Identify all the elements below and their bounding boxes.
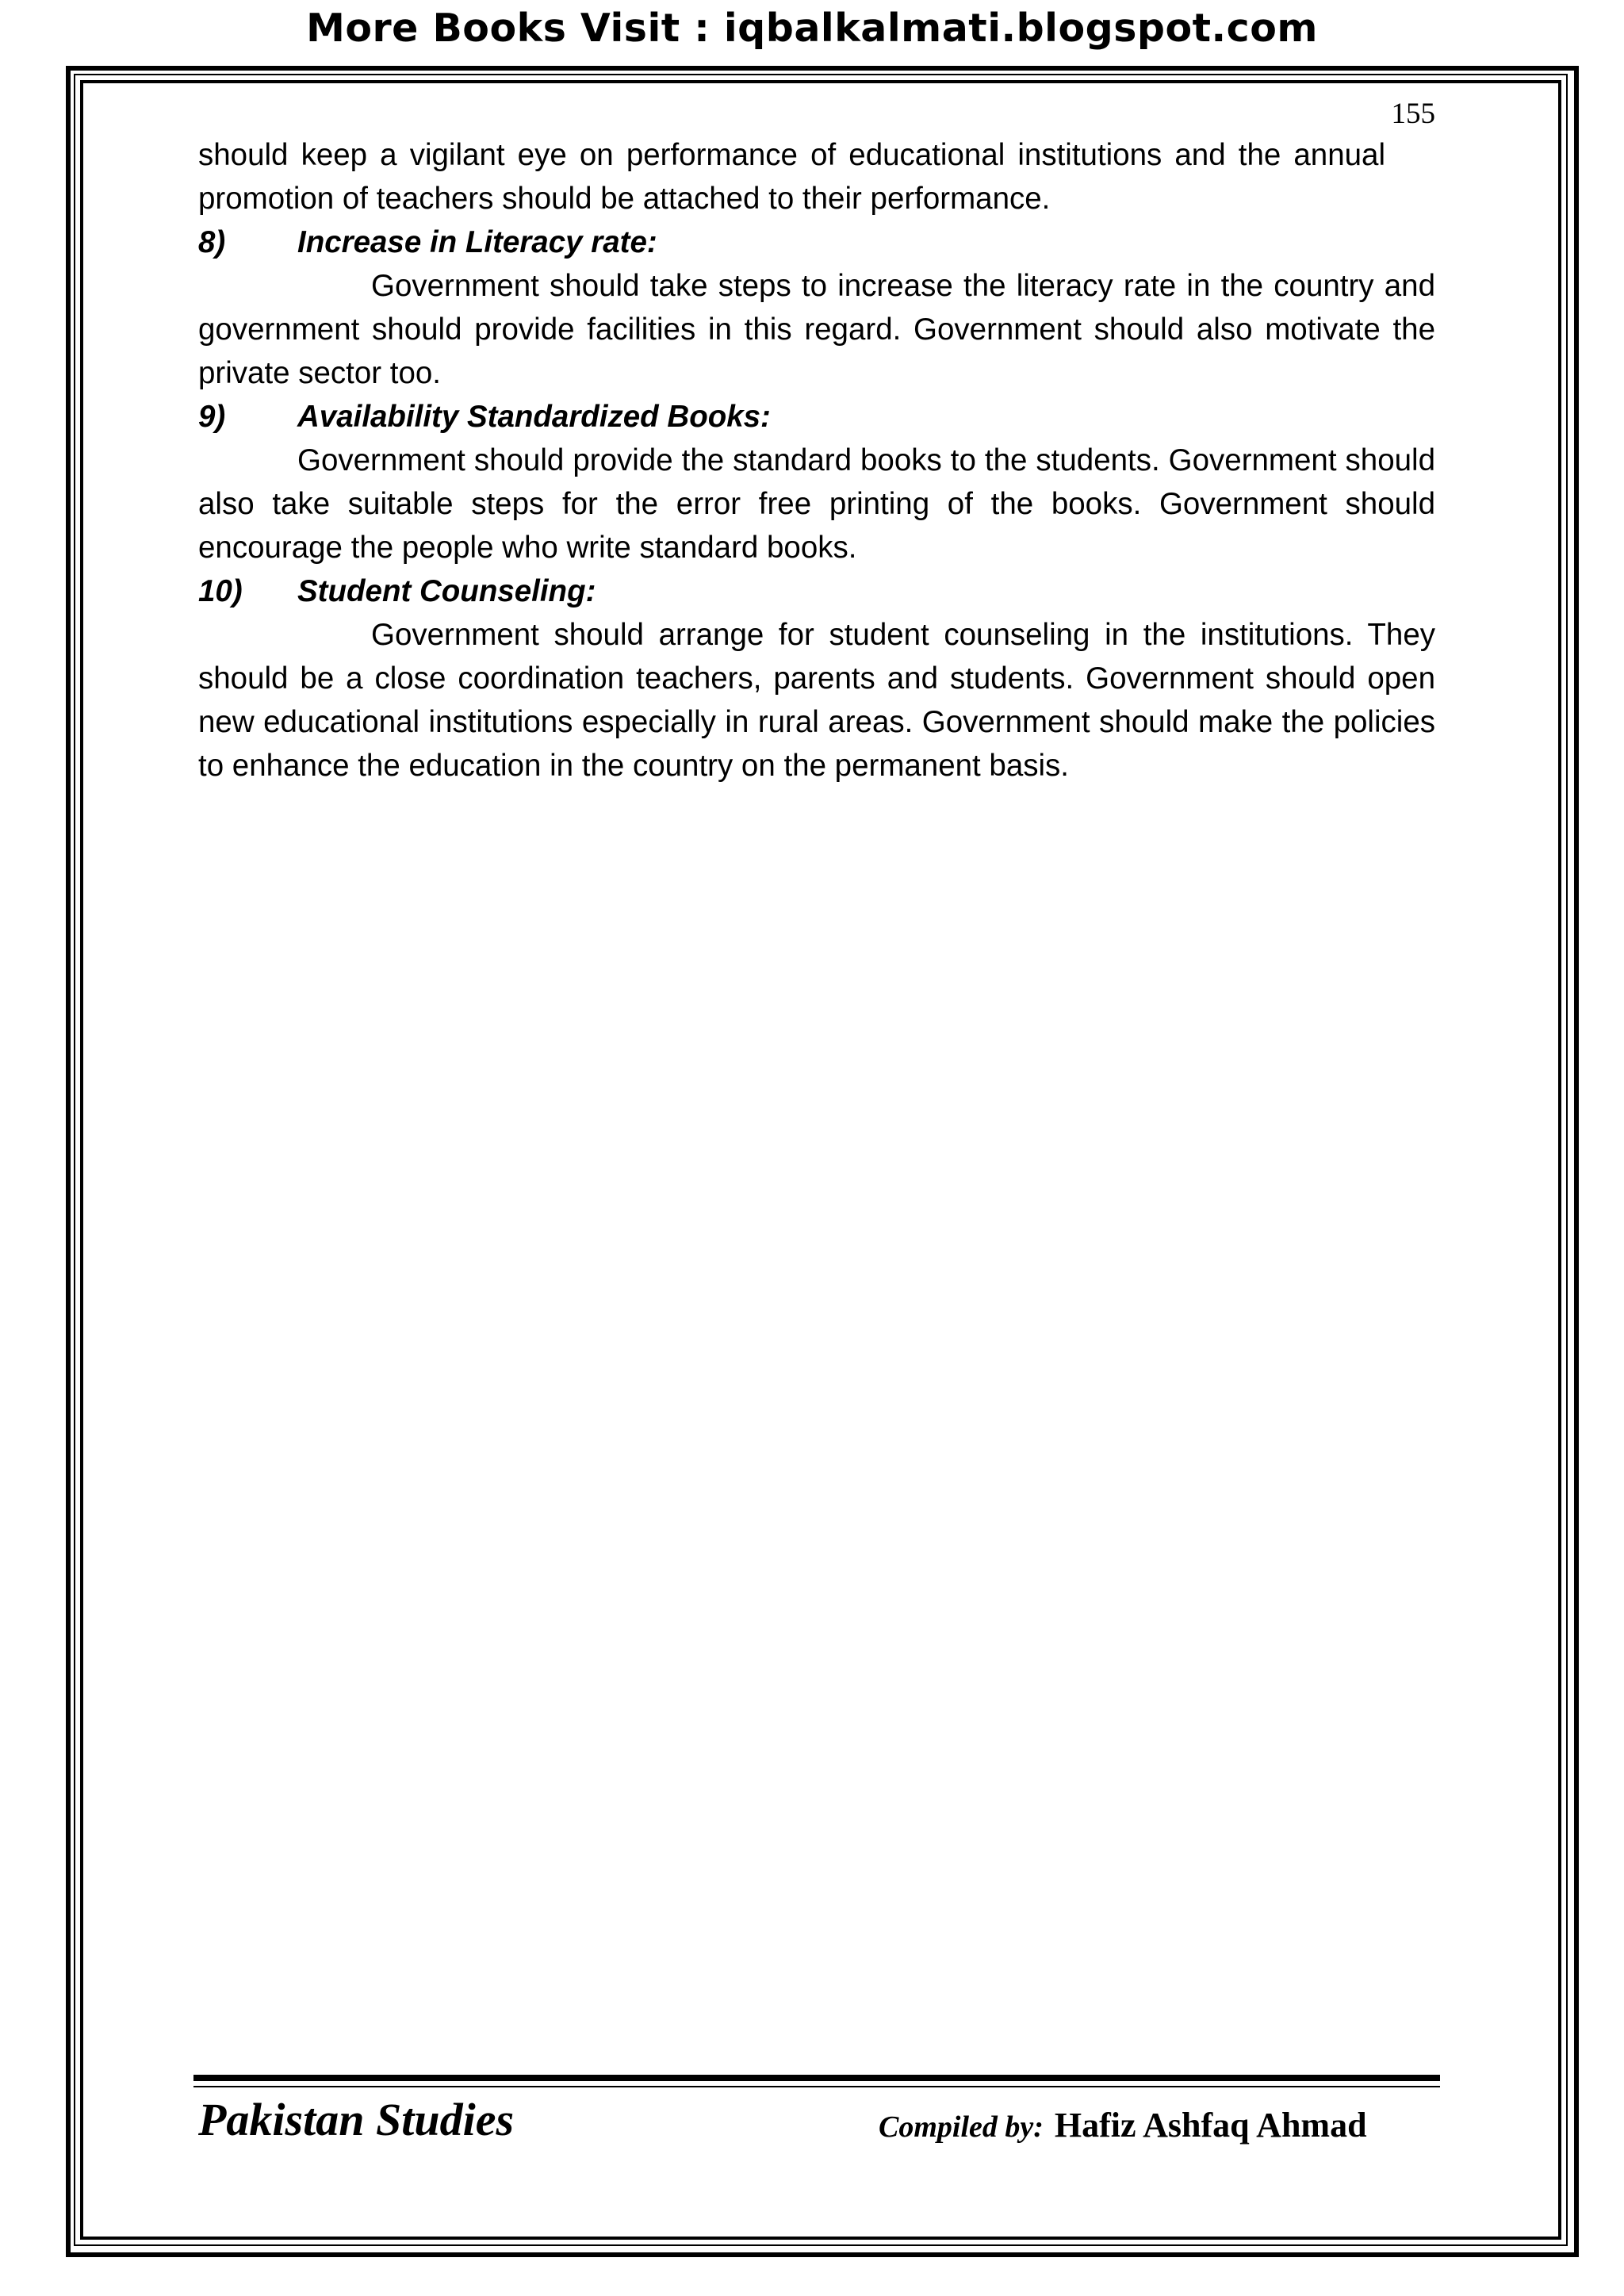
site-banner: More Books Visit : iqbalkalmati.blogspot.com (306, 6, 1318, 51)
section-number: 9) (198, 400, 226, 434)
page-number: 155 (1391, 98, 1435, 130)
footer-book-title: Pakistan Studies (198, 2094, 515, 2145)
section-body-counseling: Government should arrange for student counseling in the institutions. They should be a close coordination teachers, parents and students. Government should open new educational institutions especially in rural areas. Government should make the policies to enhance the education in the country on the permanent basis. (198, 618, 1435, 783)
footer-rule-thick (193, 2075, 1440, 2081)
intro-paragraph: should keep a vigilant eye on performance of educational institutions and the annual promotion of teachers should be attached to their performance. (198, 138, 1385, 216)
section-heading-books (198, 395, 1435, 439)
compiled-by-label: Compiled by: (879, 2110, 1044, 2144)
section-body-literacy: Government should take steps to increase the literacy rate in the country and government should provide facilities in this regard. Government should also motivate the private sector too. (198, 269, 1435, 390)
footer-credit (879, 2102, 1367, 2157)
section-heading-literacy (198, 220, 1435, 264)
section-number: 8) (198, 225, 226, 259)
footer-rule-thin (193, 2086, 1440, 2087)
section-title: Availability Standardized Books: (297, 400, 771, 434)
section-title: Increase in Literacy rate: (297, 225, 657, 259)
section-title: Student Counseling: (297, 574, 596, 608)
section-number: 10) (198, 574, 243, 608)
page-body (198, 133, 1435, 788)
author-name: Hafiz Ashfaq Ahmad (1054, 2106, 1367, 2145)
section-heading-counseling (198, 569, 1435, 613)
section-body-books: Government should provide the standard books to the students. Government should also take suitable steps for the error free printing of the books. Government should encourage the people who write standard books. (198, 443, 1435, 565)
